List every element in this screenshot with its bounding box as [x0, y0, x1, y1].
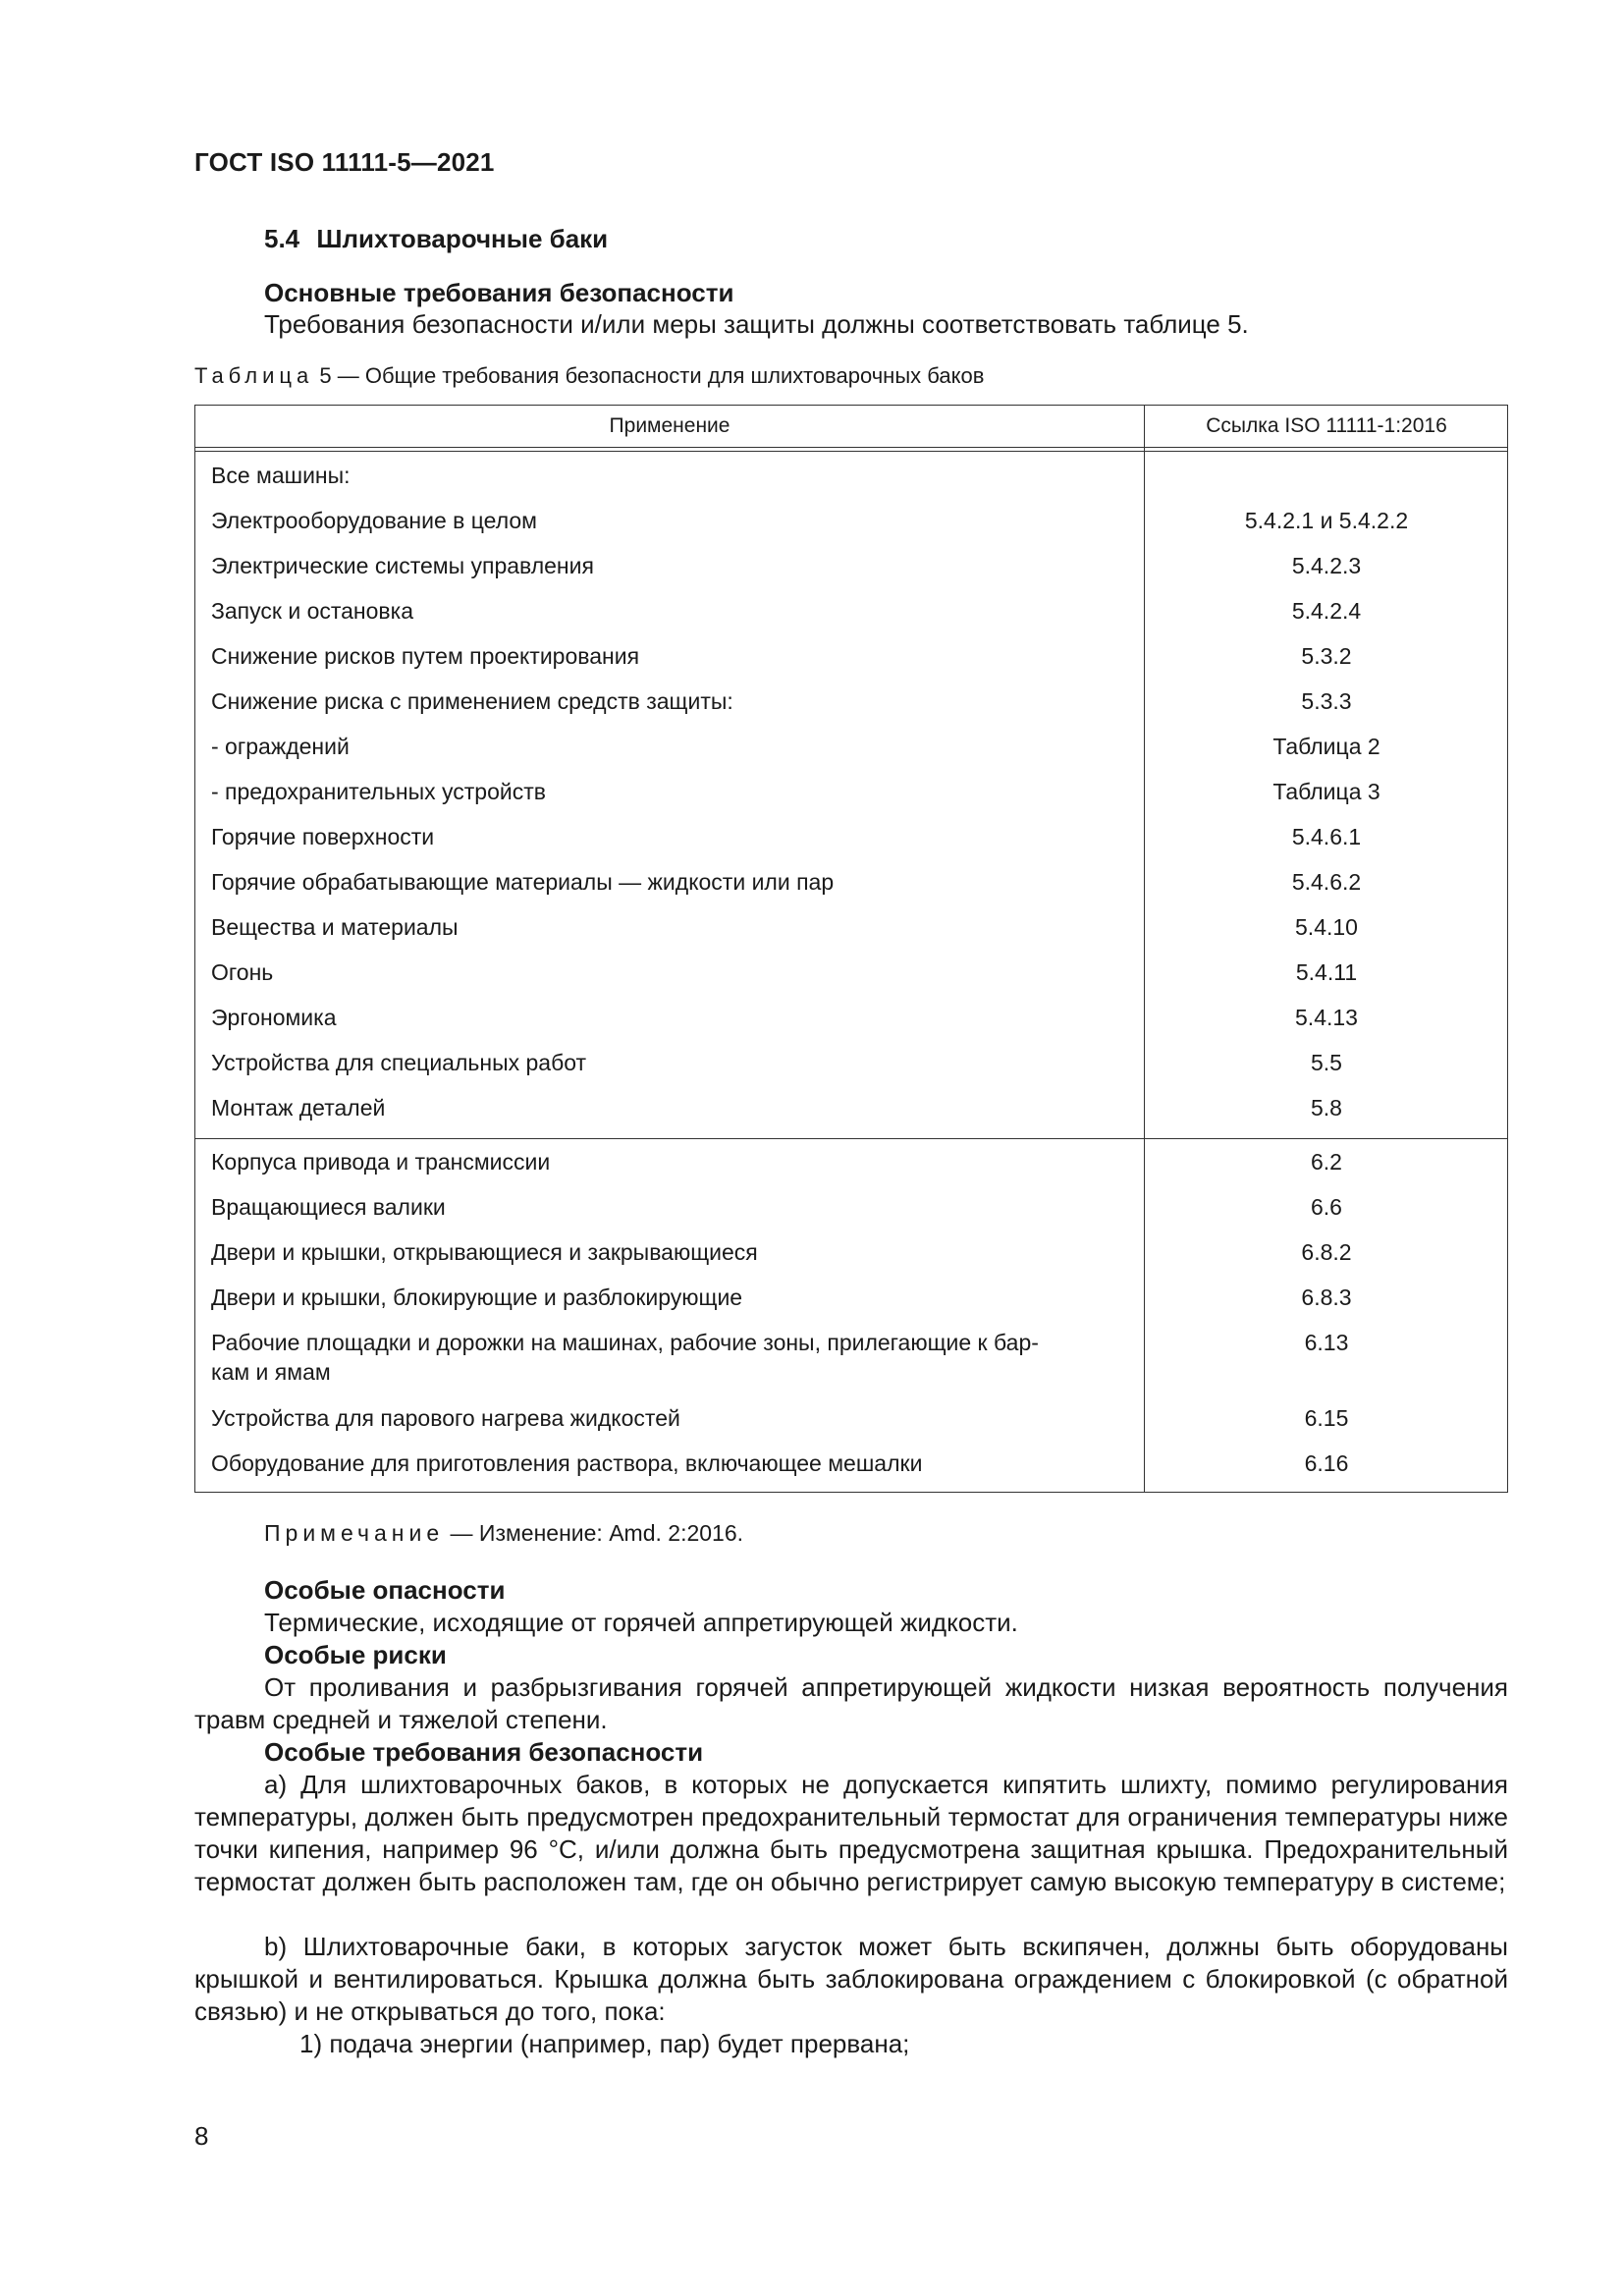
requirements-table — [194, 405, 1508, 1493]
document-code: ГОСТ ISO 11111-5—2021 — [194, 147, 495, 177]
row-reference: 5.4.6.1 — [1291, 824, 1362, 849]
row-application-line2: кам и ямам — [211, 1359, 331, 1385]
row-application: Оборудование для приготовления раствора, включающее мешалки — [211, 1450, 923, 1476]
note-text: — Изменение: Amd. 2:2016. — [450, 1520, 744, 1546]
row-application: Электрооборудование в целом — [211, 508, 537, 533]
row-reference: 5.4.2.4 — [1291, 598, 1362, 624]
section-title — [264, 224, 608, 254]
hazards-text: Термические, исходящие от горячей аппретирующей жидкости. — [264, 1608, 1018, 1637]
table-caption-word: Таблица — [194, 363, 314, 388]
row-application: Снижение рисков путем проектирования — [211, 643, 640, 669]
row-reference: 5.4.2.1 и 5.4.2.2 — [1244, 508, 1409, 533]
row-reference: 6.13 — [1304, 1330, 1349, 1355]
row-application: Корпуса привода и трансмиссии — [211, 1149, 551, 1175]
risks-heading: Особые риски — [264, 1640, 447, 1669]
section-title-text: Шлихтоварочные баки — [316, 224, 609, 253]
risks-text: От проливания и разбрызгивания горячей аппретирующей жидкости низкая вероятность получения травм средней и тяжелой степени. — [194, 1672, 1508, 1734]
row-reference: Таблица 3 — [1272, 779, 1380, 804]
row-application: Устройства для парового нагрева жидкостей — [211, 1405, 680, 1431]
requirement-item-a: a) Для шлихтоварочных баков, в которых не допускается кипятить шлихту, помимо регулирования температуры, должен быть предусмотрен предохранительный термостат для ограничения температуры ниже точки кипения, например 96 °С, и/или должна быть предусмотрена защитная крышка. Предохранительный термостат должен быть расположен там, где он обычно регистрирует самую высокую температуру в системе; — [194, 1770, 1508, 1896]
hazards-heading: Особые опасности — [264, 1575, 506, 1605]
row-application-line1: Рабочие площадки и дорожки на машинах, рабочие зоны, прилегающие к бар- — [211, 1330, 1039, 1355]
table-caption-text: 5 — Общие требования безопасности для шлихтоварочных баков — [319, 363, 985, 388]
row-reference: Таблица 2 — [1272, 734, 1380, 759]
row-application: Устройства для специальных работ — [211, 1050, 587, 1075]
table-note — [264, 1520, 743, 1547]
row-application: Вещества и материалы — [211, 914, 459, 940]
row-reference: 6.16 — [1304, 1450, 1349, 1476]
row-application: Огонь — [211, 959, 274, 985]
row-application: Горячие поверхности — [211, 824, 435, 849]
basic-requirements-text: Требования безопасности и/или меры защиты должны соответствовать таблице 5. — [264, 309, 1249, 339]
row-reference: 5.4.6.2 — [1291, 869, 1362, 895]
row-application: Снижение риска с применением средств защиты: — [211, 688, 733, 714]
section-number: 5.4 — [264, 224, 300, 253]
requirement-item-b1: 1) подача энергии (например, пар) будет прервана; — [299, 2029, 910, 2058]
table-header-row — [195, 406, 1507, 448]
row-application: Запуск и остановка — [211, 598, 414, 624]
row-reference: 5.5 — [1311, 1050, 1342, 1075]
page-number: 8 — [194, 2121, 209, 2151]
row-application: - предохранительных устройств — [211, 779, 546, 804]
row-application: Вращающиеся валики — [211, 1194, 446, 1220]
row-application: Эргономика — [211, 1005, 337, 1030]
row-reference: 5.4.11 — [1295, 959, 1358, 985]
row-reference: 6.2 — [1311, 1149, 1342, 1175]
row-reference: 5.4.10 — [1295, 914, 1358, 940]
header-reference: Ссылка ISO 11111-1:2016 — [1206, 414, 1447, 437]
note-label: Примечание — [264, 1520, 445, 1546]
row-reference: 5.4.2.3 — [1291, 553, 1362, 578]
row-reference: 6.8.3 — [1301, 1285, 1352, 1310]
row-application: Двери и крышки, блокирующие и разблокирующие — [211, 1285, 743, 1310]
row-application: Все машины: — [211, 463, 351, 488]
row-reference: 5.3.3 — [1301, 688, 1352, 714]
row-reference: 5.3.2 — [1301, 643, 1352, 669]
row-reference: 6.6 — [1311, 1194, 1342, 1220]
row-reference: 5.4.13 — [1295, 1005, 1358, 1030]
header-application: Применение — [609, 414, 730, 437]
row-application: Монтаж деталей — [211, 1095, 386, 1121]
row-application: Горячие обрабатывающие материалы — жидкости или пар — [211, 869, 835, 895]
requirement-item-b: b) Шлихтоварочные баки, в которых загусток может быть вскипячен, должны быть оборудованы крышкой и вентилироваться. Крышка должна быть заблокирована ограждением с блокировкой (с обратной связью) и не открываться до того, пока: — [194, 1932, 1508, 2026]
row-reference: 5.8 — [1311, 1095, 1342, 1121]
row-group-divider — [195, 1138, 1507, 1139]
row-application: Электрические системы управления — [211, 553, 594, 578]
row-application: Двери и крышки, открывающиеся и закрывающиеся — [211, 1239, 758, 1265]
special-requirements-heading: Особые требования безопасности — [264, 1737, 704, 1767]
row-reference: 6.15 — [1304, 1405, 1349, 1431]
basic-requirements-heading: Основные требования безопасности — [264, 278, 734, 307]
row-application — [211, 1328, 1124, 1387]
row-reference: 6.8.2 — [1301, 1239, 1352, 1265]
table-caption — [194, 363, 984, 389]
row-application: - ограждений — [211, 734, 350, 759]
